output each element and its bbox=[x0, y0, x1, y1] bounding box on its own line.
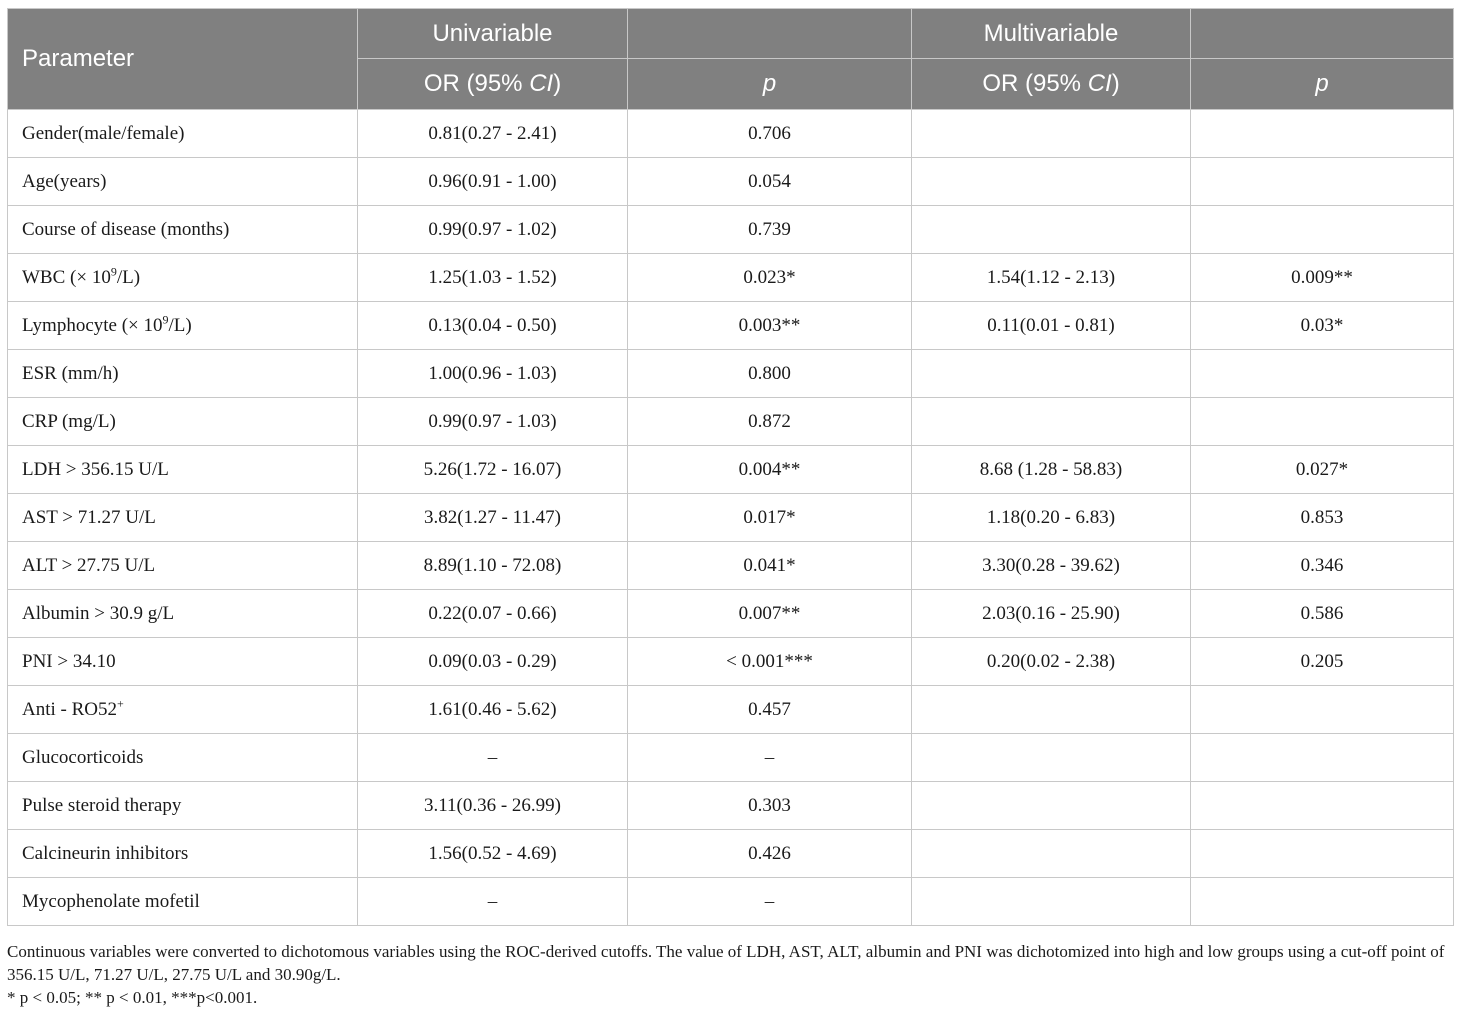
table-row bbox=[8, 878, 1454, 926]
p-label: p bbox=[762, 70, 777, 97]
parameter-text: Anti - RO52 bbox=[22, 698, 117, 720]
multivariable-or-cell: 2.03(0.16 - 25.90) bbox=[912, 590, 1191, 638]
multivariable-p-cell: 0.03* bbox=[1191, 302, 1454, 350]
univariable-or-cell: 0.96(0.91 - 1.00) bbox=[358, 158, 628, 206]
parameter-text-suffix: /L) bbox=[168, 314, 192, 336]
univariable-p-cell: – bbox=[628, 878, 912, 926]
multivariable-p-cell: 0.027* bbox=[1191, 446, 1454, 494]
univariable-p-cell: 0.023* bbox=[628, 254, 912, 302]
multivariable-or-cell bbox=[912, 878, 1191, 926]
multivariable-p-cell bbox=[1191, 398, 1454, 446]
table-row bbox=[8, 638, 1454, 686]
multivariable-p-cell bbox=[1191, 782, 1454, 830]
univariable-p-cell: 0.017* bbox=[628, 494, 912, 542]
multivariable-or-cell bbox=[912, 734, 1191, 782]
table-row bbox=[8, 158, 1454, 206]
parameter-cell: ALT > 27.75 U/L bbox=[8, 542, 358, 590]
univariable-p-cell: 0.007** bbox=[628, 590, 912, 638]
table-row bbox=[8, 734, 1454, 782]
parameter-cell: Course of disease (months) bbox=[8, 206, 358, 254]
multivariable-or-cell bbox=[912, 830, 1191, 878]
univariable-header: Univariable bbox=[358, 9, 628, 59]
ci-label: CI bbox=[529, 70, 554, 97]
univariable-or-cell: 0.22(0.07 - 0.66) bbox=[358, 590, 628, 638]
multivariable-p-cell bbox=[1191, 734, 1454, 782]
parameter-cell bbox=[8, 302, 358, 350]
multivariable-p-cell bbox=[1191, 878, 1454, 926]
multivariable-or-cell: 1.54(1.12 - 2.13) bbox=[912, 254, 1191, 302]
parameter-header: Parameter bbox=[8, 9, 358, 110]
univariable-p-cell: – bbox=[628, 734, 912, 782]
table-row bbox=[8, 206, 1454, 254]
parameter-cell: Calcineurin inhibitors bbox=[8, 830, 358, 878]
table-row bbox=[8, 830, 1454, 878]
univariable-p-cell: 0.054 bbox=[628, 158, 912, 206]
univariable-or-cell: 5.26(1.72 - 16.07) bbox=[358, 446, 628, 494]
parameter-cell bbox=[8, 254, 358, 302]
table-row bbox=[8, 590, 1454, 638]
multivariable-or-cell: 0.20(0.02 - 2.38) bbox=[912, 638, 1191, 686]
parameter-superscript: 9 bbox=[162, 312, 169, 327]
univariable-p-cell: 0.003** bbox=[628, 302, 912, 350]
univariable-or-cell: 1.00(0.96 - 1.03) bbox=[358, 350, 628, 398]
multivariable-or-cell: 1.18(0.20 - 6.83) bbox=[912, 494, 1191, 542]
parameter-cell: Albumin > 30.9 g/L bbox=[8, 590, 358, 638]
multivariable-p-header bbox=[1191, 59, 1454, 110]
multivariable-p-cell bbox=[1191, 686, 1454, 734]
univariable-or-cell: 1.56(0.52 - 4.69) bbox=[358, 830, 628, 878]
table-row bbox=[8, 686, 1454, 734]
univariable-or-cell: 0.09(0.03 - 0.29) bbox=[358, 638, 628, 686]
univariable-p-cell: 0.457 bbox=[628, 686, 912, 734]
table-row bbox=[8, 302, 1454, 350]
univariable-or-cell: 8.89(1.10 - 72.08) bbox=[358, 542, 628, 590]
univariable-p-cell: < 0.001*** bbox=[628, 638, 912, 686]
regression-table bbox=[7, 8, 1454, 926]
multivariable-p-cell: 0.009** bbox=[1191, 254, 1454, 302]
parameter-text: Lymphocyte (× 10 bbox=[22, 314, 163, 336]
multivariable-p-cell bbox=[1191, 158, 1454, 206]
or-suffix: ) bbox=[1111, 70, 1120, 97]
table-row bbox=[8, 542, 1454, 590]
multivariable-or-cell: 0.11(0.01 - 0.81) bbox=[912, 302, 1191, 350]
univariable-or-cell: 3.11(0.36 - 26.99) bbox=[358, 782, 628, 830]
univariable-p-cell: 0.004** bbox=[628, 446, 912, 494]
table-body bbox=[8, 110, 1454, 926]
ci-label: CI bbox=[1087, 70, 1112, 97]
parameter-cell: Gender(male/female) bbox=[8, 110, 358, 158]
univariable-or-cell: – bbox=[358, 734, 628, 782]
multivariable-header-blank bbox=[1191, 9, 1454, 59]
multivariable-p-cell: 0.586 bbox=[1191, 590, 1454, 638]
table-row bbox=[8, 446, 1454, 494]
results-table-container bbox=[7, 8, 1453, 926]
p-label: p bbox=[1315, 70, 1329, 97]
multivariable-p-cell bbox=[1191, 350, 1454, 398]
multivariable-or-cell: 8.68 (1.28 - 58.83) bbox=[912, 446, 1191, 494]
parameter-cell: ESR (mm/h) bbox=[8, 350, 358, 398]
multivariable-p-cell: 0.853 bbox=[1191, 494, 1454, 542]
parameter-cell bbox=[8, 686, 358, 734]
parameter-cell: LDH > 356.15 U/L bbox=[8, 446, 358, 494]
parameter-cell: Pulse steroid therapy bbox=[8, 782, 358, 830]
univariable-p-cell: 0.739 bbox=[628, 206, 912, 254]
parameter-superscript: + bbox=[117, 696, 124, 711]
univariable-or-cell: 0.99(0.97 - 1.02) bbox=[358, 206, 628, 254]
multivariable-or-cell bbox=[912, 110, 1191, 158]
multivariable-p-cell bbox=[1191, 110, 1454, 158]
multivariable-header: Multivariable bbox=[912, 9, 1191, 59]
univariable-p-cell: 0.800 bbox=[628, 350, 912, 398]
multivariable-p-cell bbox=[1191, 830, 1454, 878]
univariable-p-cell: 0.872 bbox=[628, 398, 912, 446]
parameter-cell: Mycophenolate mofetil bbox=[8, 878, 358, 926]
or-label: OR (95% bbox=[982, 70, 1088, 97]
univariable-p-cell: 0.706 bbox=[628, 110, 912, 158]
univariable-or-header bbox=[358, 59, 628, 110]
multivariable-or-header bbox=[912, 59, 1191, 110]
parameter-cell: CRP (mg/L) bbox=[8, 398, 358, 446]
parameter-superscript: 9 bbox=[110, 264, 117, 279]
parameter-cell: Glucocorticoids bbox=[8, 734, 358, 782]
univariable-or-cell: 3.82(1.27 - 11.47) bbox=[358, 494, 628, 542]
multivariable-or-cell bbox=[912, 398, 1191, 446]
univariable-p-cell: 0.041* bbox=[628, 542, 912, 590]
table-row bbox=[8, 350, 1454, 398]
multivariable-p-cell: 0.346 bbox=[1191, 542, 1454, 590]
parameter-text-suffix: /L) bbox=[116, 266, 141, 288]
multivariable-or-cell bbox=[912, 206, 1191, 254]
parameter-cell: Age(years) bbox=[8, 158, 358, 206]
univariable-p-cell: 0.426 bbox=[628, 830, 912, 878]
univariable-or-cell: 1.25(1.03 - 1.52) bbox=[358, 254, 628, 302]
univariable-or-cell: 0.99(0.97 - 1.03) bbox=[358, 398, 628, 446]
univariable-p-cell: 0.303 bbox=[628, 782, 912, 830]
parameter-cell: AST > 71.27 U/L bbox=[8, 494, 358, 542]
header-row-1 bbox=[8, 9, 1454, 59]
multivariable-or-cell bbox=[912, 158, 1191, 206]
univariable-header-blank bbox=[628, 9, 912, 59]
multivariable-or-cell bbox=[912, 686, 1191, 734]
univariable-or-cell: 0.13(0.04 - 0.50) bbox=[358, 302, 628, 350]
footnote-significance: * p < 0.05; ** p < 0.01, ***p<0.001. bbox=[7, 988, 258, 1007]
table-row bbox=[8, 782, 1454, 830]
table-footnotes bbox=[7, 940, 1457, 1009]
multivariable-or-cell bbox=[912, 782, 1191, 830]
parameter-cell: PNI > 34.10 bbox=[8, 638, 358, 686]
table-header bbox=[8, 9, 1454, 110]
univariable-or-cell: 0.81(0.27 - 2.41) bbox=[358, 110, 628, 158]
or-suffix: ) bbox=[553, 70, 562, 97]
table-row bbox=[8, 254, 1454, 302]
univariable-or-cell: – bbox=[358, 878, 628, 926]
footnote-cutoffs: Continuous variables were converted to dichotomous variables using the ROC-derived cutoffs. The value of LDH, AST, ALT, albumin and PNI was dichotomized into high and low groups using a cut-off point of 356.15 U/L, 71.27 U/L, 27.75 U/L and 30.90g/L. bbox=[7, 942, 1445, 984]
univariable-p-header bbox=[628, 59, 912, 110]
or-label: OR (95% bbox=[423, 70, 530, 97]
univariable-or-cell: 1.61(0.46 - 5.62) bbox=[358, 686, 628, 734]
multivariable-or-cell bbox=[912, 350, 1191, 398]
multivariable-p-cell bbox=[1191, 206, 1454, 254]
parameter-text: WBC (× 10 bbox=[22, 266, 111, 288]
multivariable-or-cell: 3.30(0.28 - 39.62) bbox=[912, 542, 1191, 590]
table-row bbox=[8, 110, 1454, 158]
table-row bbox=[8, 494, 1454, 542]
table-row bbox=[8, 398, 1454, 446]
multivariable-p-cell: 0.205 bbox=[1191, 638, 1454, 686]
